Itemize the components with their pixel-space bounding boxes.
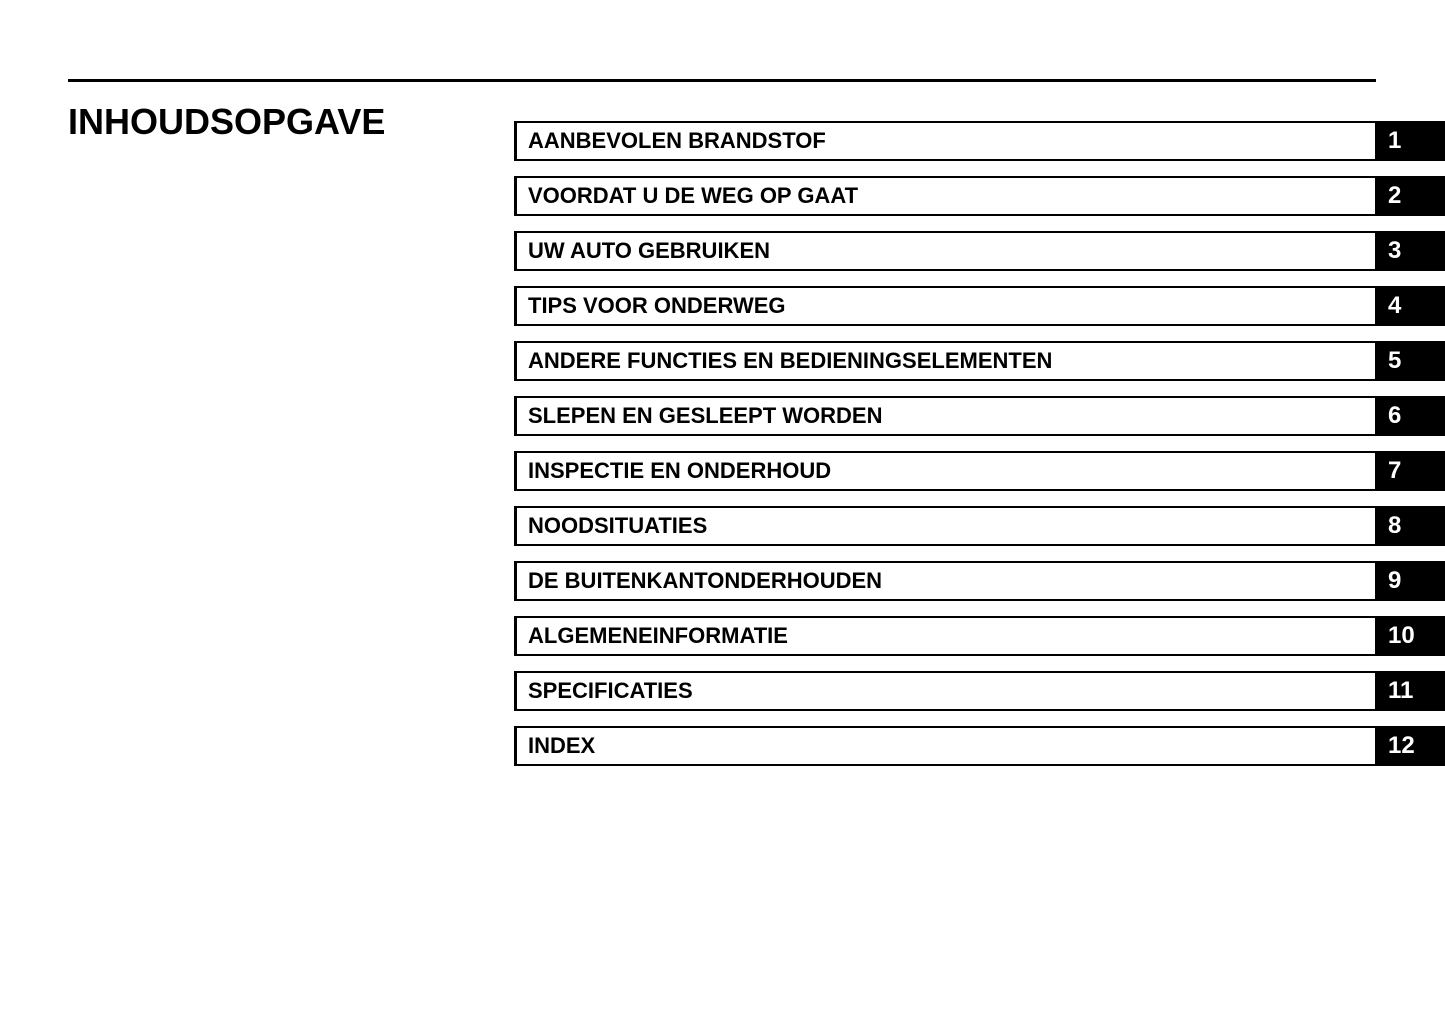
chapter-number: 9 — [1388, 567, 1402, 594]
toc-item[interactable] — [514, 451, 1445, 491]
chapter-tab[interactable] — [1375, 396, 1445, 436]
chapter-number: 10 — [1388, 622, 1415, 649]
toc-item[interactable] — [514, 341, 1445, 381]
toc-item[interactable] — [514, 396, 1445, 436]
chapter-tab[interactable] — [1375, 231, 1445, 271]
toc-label-box — [514, 176, 1375, 216]
toc-label-box — [514, 726, 1375, 766]
table-of-contents — [514, 121, 1445, 781]
toc-item[interactable] — [514, 726, 1445, 766]
toc-label-box — [514, 396, 1375, 436]
toc-label-box — [514, 671, 1375, 711]
chapter-tab[interactable] — [1375, 451, 1445, 491]
toc-item-label: TIPS VOOR ONDERWEG — [528, 293, 786, 318]
toc-item-label: SLEPEN EN GESLEEPT WORDEN — [528, 403, 883, 428]
toc-item-label: VOORDAT U DE WEG OP GAAT — [528, 183, 859, 208]
chapter-tab[interactable] — [1375, 176, 1445, 216]
toc-item-label: NOODSITUATIES — [528, 513, 708, 538]
chapter-tab[interactable] — [1375, 616, 1445, 656]
toc-item[interactable] — [514, 561, 1445, 601]
toc-label-box — [514, 341, 1375, 381]
toc-label-box — [514, 451, 1375, 491]
toc-item[interactable] — [514, 506, 1445, 546]
toc-label-box — [514, 506, 1375, 546]
toc-item[interactable] — [514, 121, 1445, 161]
chapter-number: 6 — [1388, 402, 1402, 429]
toc-item-label: INSPECTIE EN ONDERHOUD — [528, 458, 832, 483]
chapter-number: 2 — [1388, 182, 1402, 209]
toc-item[interactable] — [514, 286, 1445, 326]
chapter-number: 11 — [1388, 677, 1414, 704]
toc-item[interactable] — [514, 671, 1445, 711]
toc-label-box — [514, 121, 1375, 161]
chapter-number: 8 — [1388, 512, 1402, 539]
top-rule — [68, 79, 1376, 82]
toc-item[interactable] — [514, 176, 1445, 216]
chapter-number: 3 — [1388, 237, 1402, 264]
chapter-tab[interactable] — [1375, 121, 1445, 161]
toc-label-box — [514, 561, 1375, 601]
chapter-tab[interactable] — [1375, 561, 1445, 601]
toc-item-label: UW AUTO GEBRUIKEN — [528, 238, 770, 263]
chapter-tab[interactable] — [1375, 286, 1445, 326]
chapter-number: 5 — [1388, 347, 1402, 374]
page-title: INHOUDSOPGAVE — [68, 101, 386, 142]
chapter-number: 7 — [1388, 457, 1402, 484]
toc-item-label: INDEX — [528, 733, 596, 758]
chapter-tab[interactable] — [1375, 671, 1445, 711]
chapter-number: 1 — [1388, 127, 1402, 154]
toc-item[interactable] — [514, 231, 1445, 271]
toc-item-label: DE BUITENKANTONDERHOUDEN — [528, 568, 883, 593]
chapter-tab[interactable] — [1375, 341, 1445, 381]
chapter-tab[interactable] — [1375, 726, 1445, 766]
chapter-tab[interactable] — [1375, 506, 1445, 546]
toc-label-box — [514, 616, 1375, 656]
toc-label-box — [514, 231, 1375, 271]
chapter-number: 12 — [1388, 732, 1415, 759]
toc-item-label: SPECIFICATIES — [528, 678, 693, 703]
toc-item-label: ALGEMENEINFORMATIE — [528, 623, 788, 648]
toc-item-label: AANBEVOLEN BRANDSTOF — [528, 128, 826, 153]
toc-item-label: ANDERE FUNCTIES EN BEDIENINGSELEMENTEN — [528, 348, 1053, 373]
toc-item[interactable] — [514, 616, 1445, 656]
toc-label-box — [514, 286, 1375, 326]
chapter-number: 4 — [1388, 292, 1402, 319]
